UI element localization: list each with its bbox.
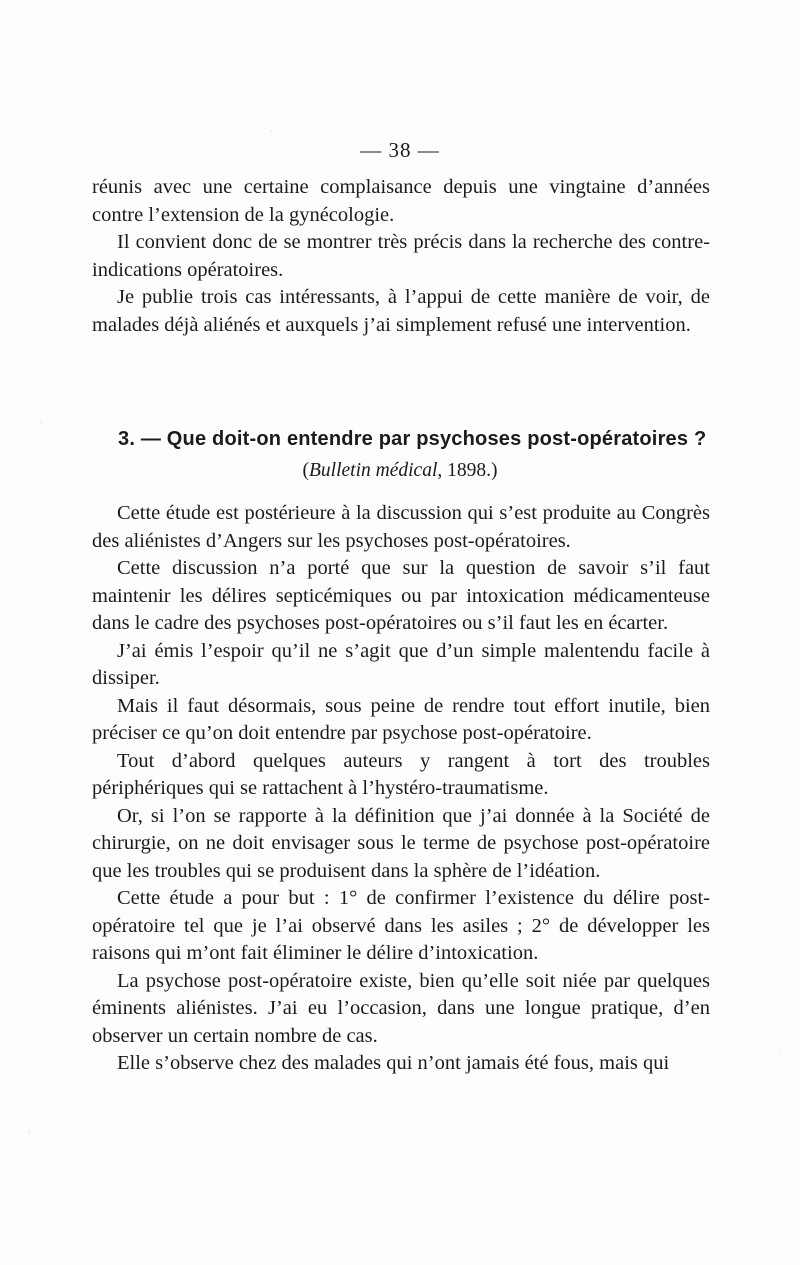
paragraph: J’ai émis l’espoir qu’il ne s’agit que d’un simple malentendu facile à dissiper. bbox=[92, 639, 710, 689]
source-open: ( bbox=[302, 460, 310, 481]
text-after-section bbox=[92, 500, 710, 1078]
text-before-section bbox=[92, 174, 710, 339]
section-source bbox=[0, 460, 800, 482]
paragraph: La psychose post-opératoire existe, bien qu’elle soit niée par quelques éminents aliénistes. J’ai eu l’occasion, dans une longue pratique, d’en observer un certain nombre de cas. bbox=[92, 969, 710, 1047]
paragraph: Cette discussion n’a porté que sur la question de savoir s’il faut maintenir les délires septicémiques ou par intoxication médicamenteuse dans le cadre des psychoses post-opératoires ou s’il faut les en écarter. bbox=[92, 557, 710, 634]
paragraph: Tout d’abord quelques auteurs y rangent à tort des troubles périphériques qui se rattachent à l’hystéro-traumatisme. bbox=[92, 749, 710, 799]
section-heading: 3. — Que doit-on entendre par psychoses post-opératoires ? bbox=[118, 428, 707, 450]
paragraph: réunis avec une certaine complaisance depuis une vingtaine d’années contre l’extension de la gynécologie. bbox=[92, 176, 710, 226]
source-journal-title: Bulletin médical bbox=[309, 460, 438, 481]
paragraph: Cette étude est postérieure à la discussion qui s’est produite au Congrès des aliénistes d’Angers sur les psychoses post-opératoires. bbox=[92, 502, 710, 552]
page-number: — 38 — bbox=[360, 138, 440, 162]
paragraph: Cette étude a pour but : 1° de confirmer l’existence du délire post-opératoire tel que je l’ai observé dans les asiles ; 2° de développer les raisons qui m’ont fait éliminer le délire d’intoxication. bbox=[92, 887, 710, 964]
paragraph: Elle s’observe chez des malades qui n’ont jamais été fous, mais qui bbox=[117, 1052, 670, 1074]
paragraph: Or, si l’on se rapporte à la définition que j’ai donnée à la Société de chirurgie, on ne doit envisager sous le terme de psychose post-opératoire que les troubles qui se produisent dans la sphère de l’idéation. bbox=[92, 804, 710, 882]
paragraph: Mais il faut désormais, sous peine de rendre tout effort inutile, bien préciser ce qu’on doit entendre par psychose post-opératoire. bbox=[92, 694, 710, 744]
source-year: , 1898.) bbox=[437, 460, 498, 481]
paragraph: Il convient donc de se montrer très précis dans la recherche des contre-indications opératoires. bbox=[92, 231, 710, 281]
paragraph: Je publie trois cas intéressants, à l’appui de cette manière de voir, de malades déjà aliénés et auxquels j’ai simplement refusé une intervention. bbox=[92, 286, 710, 336]
